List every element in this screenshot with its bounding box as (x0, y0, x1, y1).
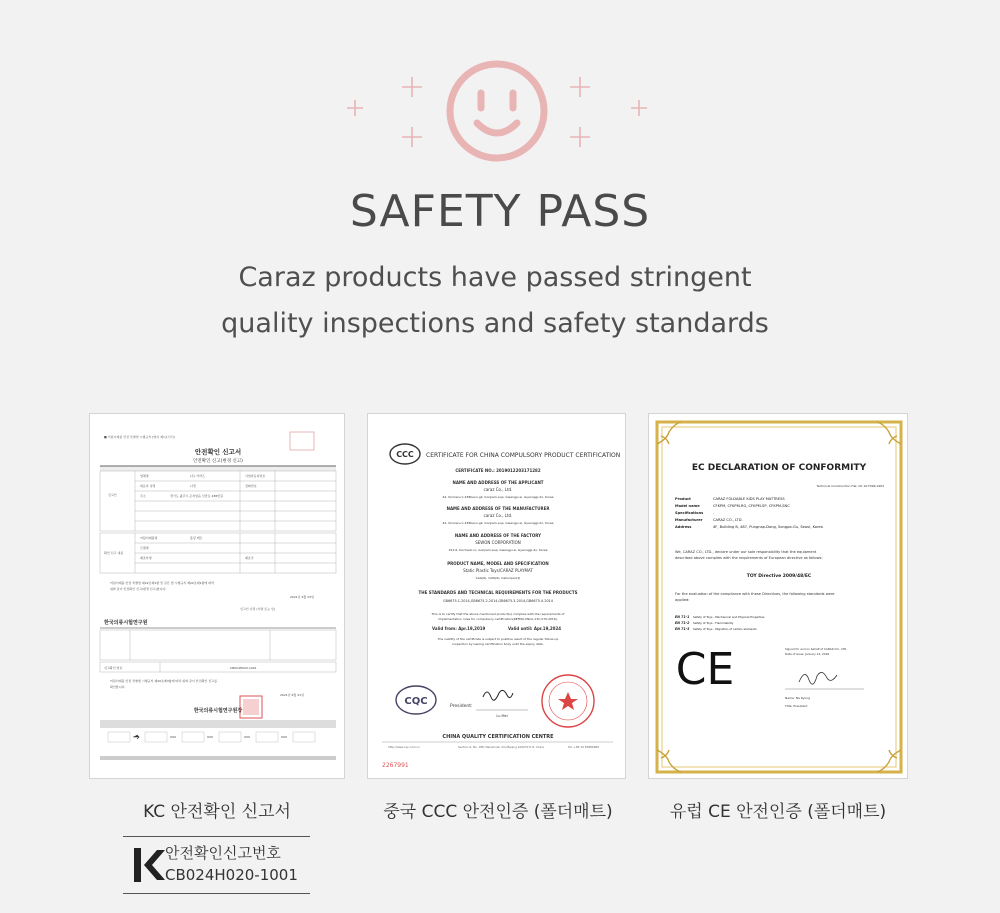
ce-std2: EN 71-2 (675, 621, 690, 625)
cqc-logo-text: CQC (404, 696, 428, 707)
ce-manufacturer-label: Manufacturer (675, 518, 703, 522)
svg-text:어린이제품명: 어린이제품명 (140, 536, 158, 540)
ccc-signer: Lu Mei (496, 714, 508, 718)
smiley-face-icon (445, 59, 549, 163)
kc-certificate-caption: KC 안전확인 신고서 (143, 802, 291, 822)
kc-registration-label: 안전확인신고번호 (165, 844, 281, 862)
svg-text:Signed for and on behalf of CA: Signed for and on behalf of CARAZ CO., LTD. (785, 647, 848, 651)
ce-address-label: Address (675, 525, 692, 529)
svg-text:Safety of Toys - Migration of: Safety of Toys - Migration of certain elements (693, 627, 757, 631)
svg-text:어린이제품 안전 특별법 제22조제1항 및 같은 법 시행: 어린이제품 안전 특별법 제22조제1항 및 같은 법 시행규칙 제20조제1항에 따라 (110, 581, 215, 585)
ce-technical-file: Technical Construction File: CK 10-T09K-1963 (816, 484, 884, 488)
svg-text:42, Sinman-ro 438beon-gil, Gon: 42, Sinman-ro 438beon-gil, Gonjiam-eup, Gwangju-si, Gyeonggi-do, Korea (442, 495, 554, 499)
kc-footer-issuer: 한국의류시험연구원장 (193, 708, 243, 714)
svg-text:어린이제품 안전 특별법 시행규칙 제20조제3항에 따라: 어린이제품 안전 특별법 시행규칙 제20조제3항에 따라 위와 같이 안전확인 신고를 (110, 679, 218, 683)
ccc-header: CERTIFICATE FOR CHINA COMPULSORY PRODUCT CERTIFICATION (426, 452, 621, 459)
ce-spec: - (713, 511, 715, 515)
svg-text:2021년 4월 23일: 2021년 4월 23일 (290, 595, 314, 599)
svg-text:업체명: 업체명 (140, 474, 149, 478)
kc-registration-number: CB024H020-1001 (165, 866, 298, 884)
svg-text:사업자등록번호: 사업자등록번호 (245, 474, 266, 478)
svg-text:Tel: +86 10 83886666: Tel: +86 10 83886666 (568, 745, 600, 749)
ccc-factory-label: NAME AND ADDRESS OF THE FACTORY (454, 533, 542, 538)
subtitle-line: Caraz products have passed stringent (238, 262, 752, 293)
svg-text:For the evaluation of the comp: For the evaluation of the compliance with these Directives, the following standards were (675, 592, 835, 596)
svg-text:전화번호: 전화번호 (245, 484, 257, 488)
ccc-president-label: President: (450, 704, 473, 709)
kc-registration-badge (123, 836, 310, 894)
ccc-manufacturer: caraz Co., Ltd. (483, 513, 513, 518)
svg-text:폴딩 매트: 폴딩 매트 (190, 536, 203, 540)
ce-manufacturer: CARAZ CO., LTD. (713, 518, 743, 522)
svg-text:The validity of the certificat: The validity of the certificate is subject to positive result of the regular follow-up (437, 637, 559, 641)
svg-text:제조국: 제조국 (245, 556, 254, 560)
ce-model: CFKPM, CFKPM-RG, CFKPM-SP, CFKPM-SNC (713, 504, 790, 508)
ce-spec-label: Specifications (675, 511, 704, 515)
svg-text:http://www.cqc.com.cn: http://www.cqc.com.cn (388, 745, 420, 749)
svg-text:모델명: 모델명 (140, 546, 149, 550)
svg-text:주소: 주소 (140, 494, 146, 498)
ce-address: 4F, Building B, 487, Pungnap-Dong, Songpa-Gu, Seoul, Korea (713, 525, 823, 529)
hero-section (0, 0, 1000, 360)
kc-subheading: 안전확인 신고(변경 신고) (193, 459, 243, 464)
sparkle-icon (343, 96, 367, 120)
ce-certificate-caption: 유럽 CE 안전인증 (폴더매트) (669, 802, 887, 822)
svg-text:described above complies with: described above complies with the requirements of European directive as follows: (675, 556, 823, 560)
ccc-centre: CHINA QUALITY CERTIFICATION CENTRE (442, 734, 554, 740)
sparkle-icon (568, 125, 592, 149)
svg-text:■ 어린이제품 안전 특별법 시행규칙 [별지 제1호서식]: ■ 어린이제품 안전 특별법 시행규칙 [별지 제1호서식] (104, 435, 175, 439)
ccc-certificate-caption: 중국 CCC 안전인증 (폴더매트) (383, 802, 613, 822)
sparkle-icon (627, 96, 651, 120)
svg-text:확인 신고 내용: 확인 신고 내용 (104, 551, 124, 555)
svg-text:Section 9, No. 188, Nansihuan: Section 9, No. 188, Nansihuan Xilu Beijing 100070 P. R. China (458, 745, 544, 749)
svg-text:CAG(6), CAW(6), Caburiper(4): CAG(6), CAW(6), Caburiper(4) (475, 576, 521, 580)
svg-text:2021년 6월 21일: 2021년 6월 21일 (280, 693, 304, 697)
svg-text:152-6, Docheok-ro, Gonjiam-eup: 152-6, Docheok-ro, Gonjiam-eup, Gwangju-si, Gyeonggi-do, Korea (448, 548, 548, 552)
kc-certificate-image (89, 413, 345, 779)
svg-text:경기도 광주시 곤지암읍 신만로 438번길: 경기도 광주시 곤지암읍 신만로 438번길 (170, 494, 224, 498)
sparkle-icon (400, 125, 424, 149)
svg-text:42, Sinman-ro 438beon-gil, Gon: 42, Sinman-ro 438beon-gil, Gonjiam-eup, Gwangju-si, Gyeonggi-do, Korea (442, 521, 554, 525)
kc-heading: 안전확인 신고서 (194, 448, 242, 456)
svg-text:applied:: applied: (675, 598, 690, 602)
ccc-cert-no: CERTIFICATE NO.: 2019012203171282 (455, 468, 541, 473)
ccc-certificate-image (367, 413, 626, 779)
svg-text:Safety of Toys - Flammability: Safety of Toys - Flammability (693, 621, 734, 625)
ccc-manufacturer-label: NAME AND ADDRESS OF THE MANUFACTURER (446, 506, 550, 511)
ccc-logo-text: CCC (396, 450, 414, 459)
svg-text:신고인 나경 (서명 또는 인): 신고인 나경 (서명 또는 인) (240, 607, 276, 611)
svg-text:제조자명: 제조자명 (140, 556, 152, 560)
ccc-factory: SEWON CORPORATION (475, 540, 521, 545)
ce-model-label: Model name (675, 504, 700, 508)
svg-text:신고인: 신고인 (108, 493, 117, 497)
svg-text:CB024H020-1001: CB024H020-1001 (230, 666, 257, 670)
ccc-valid-until: Valid until: Apr.19,2024 (508, 626, 562, 631)
ccc-product: Static Plastic Toys/CARAZ PLAYMAT (463, 568, 533, 573)
svg-text:대표자 성명: 대표자 성명 (140, 484, 156, 488)
svg-text:Date of issue: January 12, 201: Date of issue: January 12, 2016 (785, 652, 830, 656)
kc-registration-text (165, 842, 298, 886)
sparkle-icon (400, 75, 424, 99)
page-subtitle (0, 255, 990, 347)
svg-text:This is to certify that the ab: This is to certify that the above mentioned product(s) complies with the requirements of (431, 612, 565, 616)
sparkle-icon (568, 75, 592, 99)
ccc-applicant-label: NAME AND ADDRESS OF THE APPLICANT (452, 480, 544, 485)
page-title: SAFETY PASS (349, 186, 651, 237)
svg-text:신고확인 번호: 신고확인 번호 (104, 666, 123, 670)
ce-title: Title: President (785, 704, 808, 708)
svg-text:위와 같이 안전확인 신고(변경 신고)합니다.: 위와 같이 안전확인 신고(변경 신고)합니다. (110, 587, 167, 591)
ccc-standards: GB6675.1-2014,GB6675.2-2014,GB6675.3-2014,GB6675.4-2014 (443, 599, 553, 603)
ce-std1: EN 71-1 (675, 615, 690, 619)
ce-name: Name: Na Kyung (785, 696, 811, 700)
svg-text:implementation rules for compu: implementation rules for compulsory certification(REFNO.CNCA-13C-070:2016). (438, 617, 558, 621)
svg-text:확인합니다.: 확인합니다. (110, 685, 126, 689)
ccc-valid-from: Valid from: Apr.19,2019 (432, 626, 486, 631)
ce-std3: EN 71-3 (675, 627, 690, 631)
ce-heading: EC DECLARATION OF CONFORMITY (691, 463, 867, 473)
subtitle-line: quality inspections and safety standards (221, 308, 769, 339)
svg-text:(주) 카라즈: (주) 카라즈 (190, 474, 205, 478)
ce-certificate-image (648, 413, 908, 779)
ce-product: CARAZ FOLDABLE KIDS PLAY MATTRESS (713, 497, 785, 501)
svg-text:We, CARAZ CO., LTD., declare u: We, CARAZ CO., LTD., declare under our sole responsibility that the equipment (675, 550, 817, 554)
svg-text:나경: 나경 (190, 484, 196, 488)
ccc-standards-label: THE STANDARDS AND TECHNICAL REQUIREMENTS FOR THE PRODUCTS (418, 590, 578, 595)
ce-directive: TOY Directive 2009/48/EC (746, 574, 812, 579)
svg-text:inspection by issuing certific: inspection by issuing certification body until the expiry date. (452, 642, 544, 646)
ccc-serial: 2267991 (382, 762, 409, 769)
kc-issuer: 한국의류시험연구원 (104, 620, 148, 626)
ce-mark: CE (675, 644, 735, 695)
ccc-applicant: caraz Co., Ltd. (483, 487, 513, 492)
svg-text:Safety of Toys - Mechanical an: Safety of Toys - Mechanical and Physical Properties (693, 615, 765, 619)
ce-product-label: Product (675, 497, 691, 501)
ccc-product-label: PRODUCT NAME, MODEL AND SPECIFICATION (447, 561, 549, 566)
